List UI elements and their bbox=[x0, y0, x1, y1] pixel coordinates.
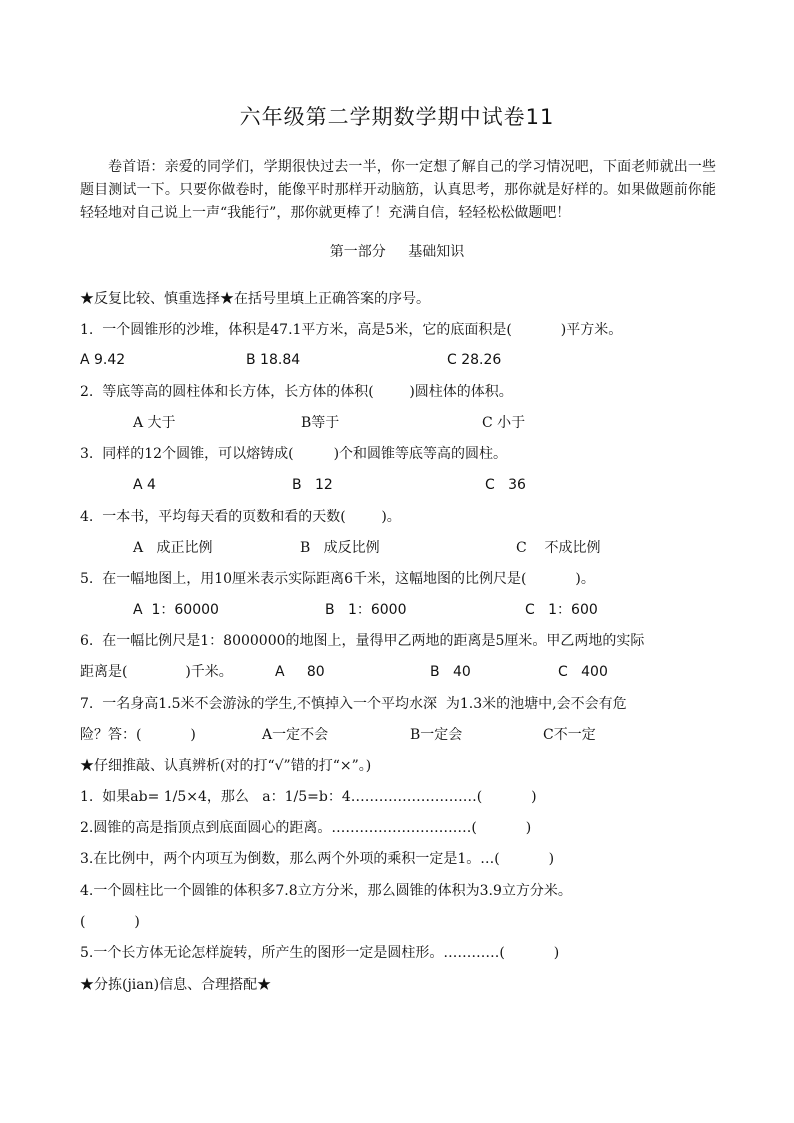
question-1: 1. 一个圆锥形的沙堆，体积是47.1平方米，高是5米，它的底面积是( )平方米。 bbox=[80, 322, 623, 338]
section-title: 第一部分 基础知识 bbox=[329, 244, 465, 260]
q7-option-a: A一定不会 bbox=[262, 727, 329, 743]
q3-option-a: A 4 bbox=[133, 477, 156, 493]
question-7-line-1: 7. 一名身高1.5米不会游泳的学生,不慎掉入一个平均水深 为1.3米的池塘中,会不会有危 bbox=[80, 696, 627, 712]
intro-paragraph bbox=[80, 156, 716, 225]
q2-option-b: B等于 bbox=[301, 415, 340, 431]
q2-option-a: A 大于 bbox=[133, 415, 176, 431]
q6-option-a: A 80 bbox=[275, 664, 325, 680]
q4-option-b: B 成反比例 bbox=[300, 540, 380, 556]
question-4: 4. 一本书，平均每天看的页数和看的天数( )。 bbox=[80, 509, 401, 525]
q1-option-b: B 18.84 bbox=[246, 352, 301, 368]
judge-4-line-1: 4.一个圆柱比一个圆锥的体积多7.8立方分米，那么圆锥的体积为3.9立方分米。 bbox=[80, 883, 572, 899]
q3-option-c: C 36 bbox=[485, 477, 526, 493]
q3-option-b: B 12 bbox=[292, 477, 333, 493]
page-title: 六年级第二学期数学期中试卷11 bbox=[239, 105, 555, 129]
question-3: 3. 同样的12个圆锥，可以熔铸成( )个和圆锥等底等高的圆柱。 bbox=[80, 446, 508, 462]
question-7-line-2: 险？答：( ) bbox=[80, 727, 196, 743]
question-6-line-2: 距离是( )千米。 bbox=[80, 664, 233, 680]
judge-4-line-2: ( ) bbox=[80, 914, 140, 930]
judge-heading: ★仔细推敲、认真辨析(对的打“√”错的打“×”。) bbox=[80, 758, 372, 774]
q7-option-c: C不一定 bbox=[543, 727, 596, 743]
question-6-line-1: 6. 在一幅比例尺是1：8000000的地图上，量得甲乙两地的距离是5厘米。甲乙两地的实际 bbox=[80, 633, 645, 649]
question-2: 2. 等底等高的圆柱体和长方体，长方体的体积( )圆柱体的体积。 bbox=[80, 384, 513, 400]
judge-5: 5.一个长方体无论怎样旋转，所产生的图形一定是圆柱形。…………( ) bbox=[80, 945, 560, 961]
q2-option-c: C 小于 bbox=[482, 415, 526, 431]
q6-option-c: C 400 bbox=[558, 664, 608, 680]
match-heading: ★分拣(jian)信息、合理搭配★ bbox=[80, 977, 272, 993]
q6-option-b: B 40 bbox=[430, 664, 471, 680]
judge-3: 3.在比例中，两个内项互为倒数，那么两个外项的乘积一定是1。…( ) bbox=[80, 851, 555, 867]
q7-option-b: B一定会 bbox=[410, 727, 463, 743]
question-5: 5. 在一幅地图上，用10厘米表示实际距离6千米，这幅地图的比例尺是( )。 bbox=[80, 571, 595, 587]
q4-option-c: C 不成比例 bbox=[516, 540, 601, 556]
intro-text: 卷首语：亲爱的同学们，学期很快过去一半，你一定想了解自己的学习情况吧，下面老师就出一些题目测试一下。只要你做卷时，能像平时那样开动脑筋，认真思考，那你就是好样的。如果做题前你能轻轻地对自己说上一声“我能行”，那你就更棒了！充满自信，轻轻松松做题吧！ bbox=[80, 159, 716, 221]
q4-option-a: A 成正比例 bbox=[133, 540, 213, 556]
q5-option-a: A 1：60000 bbox=[133, 602, 219, 618]
q5-option-c: C 1：600 bbox=[525, 602, 598, 618]
choice-heading: ★反复比较、慎重选择★在括号里填上正确答案的序号。 bbox=[80, 291, 430, 307]
q5-option-b: B 1：6000 bbox=[325, 602, 407, 618]
q1-option-a: A 9.42 bbox=[80, 352, 126, 368]
judge-2: 2.圆锥的高是指顶点到底面圆心的距离。…………………………( ) bbox=[80, 820, 532, 836]
q1-option-c: C 28.26 bbox=[447, 352, 502, 368]
judge-1: 1. 如果ab= 1/5×4，那么 a：1/5=b：4………………………( ) bbox=[80, 789, 537, 805]
